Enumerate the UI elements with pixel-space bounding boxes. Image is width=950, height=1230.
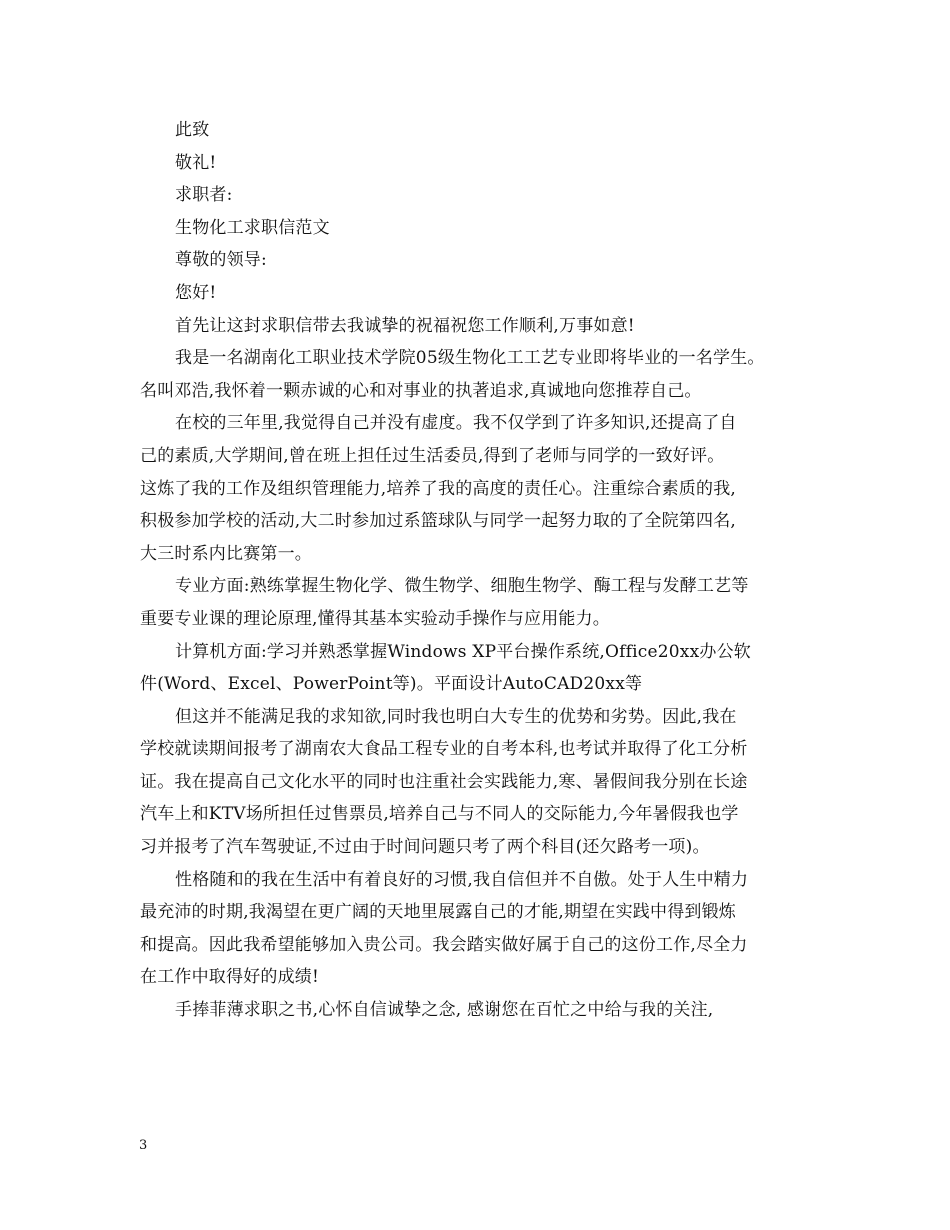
paragraph-line: 和提高。因此我希望能够加入贵公司。我会踏实做好属于自己的这份工作,尽全力 bbox=[140, 934, 748, 955]
paragraph-line: 积极参加学校的活动,大二时参加过系篮球队与同学一起努力取的了全院第四名, bbox=[140, 511, 737, 532]
paragraph-line: 但这并不能满足我的求知欲,同时我也明白大专生的优势和劣势。因此,我在 bbox=[175, 706, 737, 727]
paragraph-wishes bbox=[140, 310, 820, 343]
paragraph-line: 己的素质,大学期间,曾在班上担任过生活委员,得到了老师与同学的一致好评。 bbox=[140, 445, 725, 466]
paragraph-line: 我是一名湖南化工职业技术学院05级生物化工工艺专业即将毕业的一名学生。 bbox=[175, 348, 765, 369]
greeting: 尊敬的领导: bbox=[175, 250, 267, 271]
paragraph-line: 汽车上和KTV场所担任过售票员,培养自己与不同人的交际能力,今年暑假我也学 bbox=[140, 804, 739, 825]
paragraph-personality bbox=[140, 864, 820, 994]
closing-respect: 敬礼! bbox=[175, 152, 217, 173]
paragraph-line: 学校就读期间报考了湖南农大食品工程专业的自考本科,也考试并取得了化工分析 bbox=[140, 739, 748, 760]
letter-body bbox=[140, 114, 820, 1027]
paragraph-professional-skills bbox=[140, 570, 820, 635]
page-number: 3 bbox=[139, 1138, 148, 1153]
hello-line: 您好! bbox=[175, 282, 217, 303]
paragraph-computer-skills bbox=[140, 636, 820, 701]
paragraph-line: 这炼了我的工作及组织管理能力,培养了我的高度的责任心。注重综合素质的我, bbox=[140, 478, 737, 499]
paragraph-school-life bbox=[140, 407, 820, 570]
paragraph-line: 习并报考了汽车驾驶证,不过由于时间问题只考了两个科目(还欠路考一项)。 bbox=[140, 837, 710, 858]
paragraph-line: 计算机方面:学习并熟悉掌握Windows XP平台操作系统,Office20xx办公软 bbox=[175, 641, 751, 662]
paragraph-thanks bbox=[140, 994, 820, 1027]
paragraph-line: 证。我在提高自己文化水平的同时也注重社会实践能力,寒、暑假间我分别在长途 bbox=[140, 771, 748, 792]
paragraph-line: 件(Word、Excel、PowerPoint等)。平面设计AutoCAD20xx等 bbox=[140, 674, 643, 695]
paragraph-line: 在工作中取得好的成绩! bbox=[140, 967, 320, 988]
signature-line: 求职者: bbox=[175, 185, 233, 206]
paragraph-line: 专业方面:熟练掌握生物化学、微生物学、细胞生物学、酶工程与发酵工艺等 bbox=[175, 576, 749, 597]
paragraph-line: 大三时系内比赛第一。 bbox=[140, 543, 312, 564]
paragraph-line: 名叫邓浩,我怀着一颗赤诚的心和对事业的执著追求,真诚地向您推荐自己。 bbox=[140, 380, 702, 401]
letter-title: 生物化工求职信范文 bbox=[175, 217, 330, 238]
paragraph-line: 最充沛的时期,我渴望在更广阔的天地里展露自己的才能,期望在实践中得到锻炼 bbox=[140, 902, 737, 923]
paragraph-further-study bbox=[140, 701, 820, 864]
paragraph-line: 性格随和的我在生活中有着良好的习惯,我自信但并不自傲。处于人生中精力 bbox=[175, 869, 749, 890]
paragraph-line: 手捧菲薄求职之书,心怀自信诚挚之念, 感谢您在百忙之中给与我的关注, bbox=[175, 1000, 714, 1021]
paragraph-line: 在校的三年里,我觉得自己并没有虚度。我不仅学到了许多知识,还提高了自 bbox=[175, 413, 737, 434]
paragraph-introduction bbox=[140, 342, 820, 407]
paragraph-line: 重要专业课的理论原理,懂得其基本实验动手操作与应用能力。 bbox=[140, 608, 611, 629]
closing-salutation: 此致 bbox=[175, 120, 210, 140]
paragraph-line: 首先让这封求职信带去我诚挚的祝福祝您工作顺利,万事如意! bbox=[175, 315, 635, 336]
